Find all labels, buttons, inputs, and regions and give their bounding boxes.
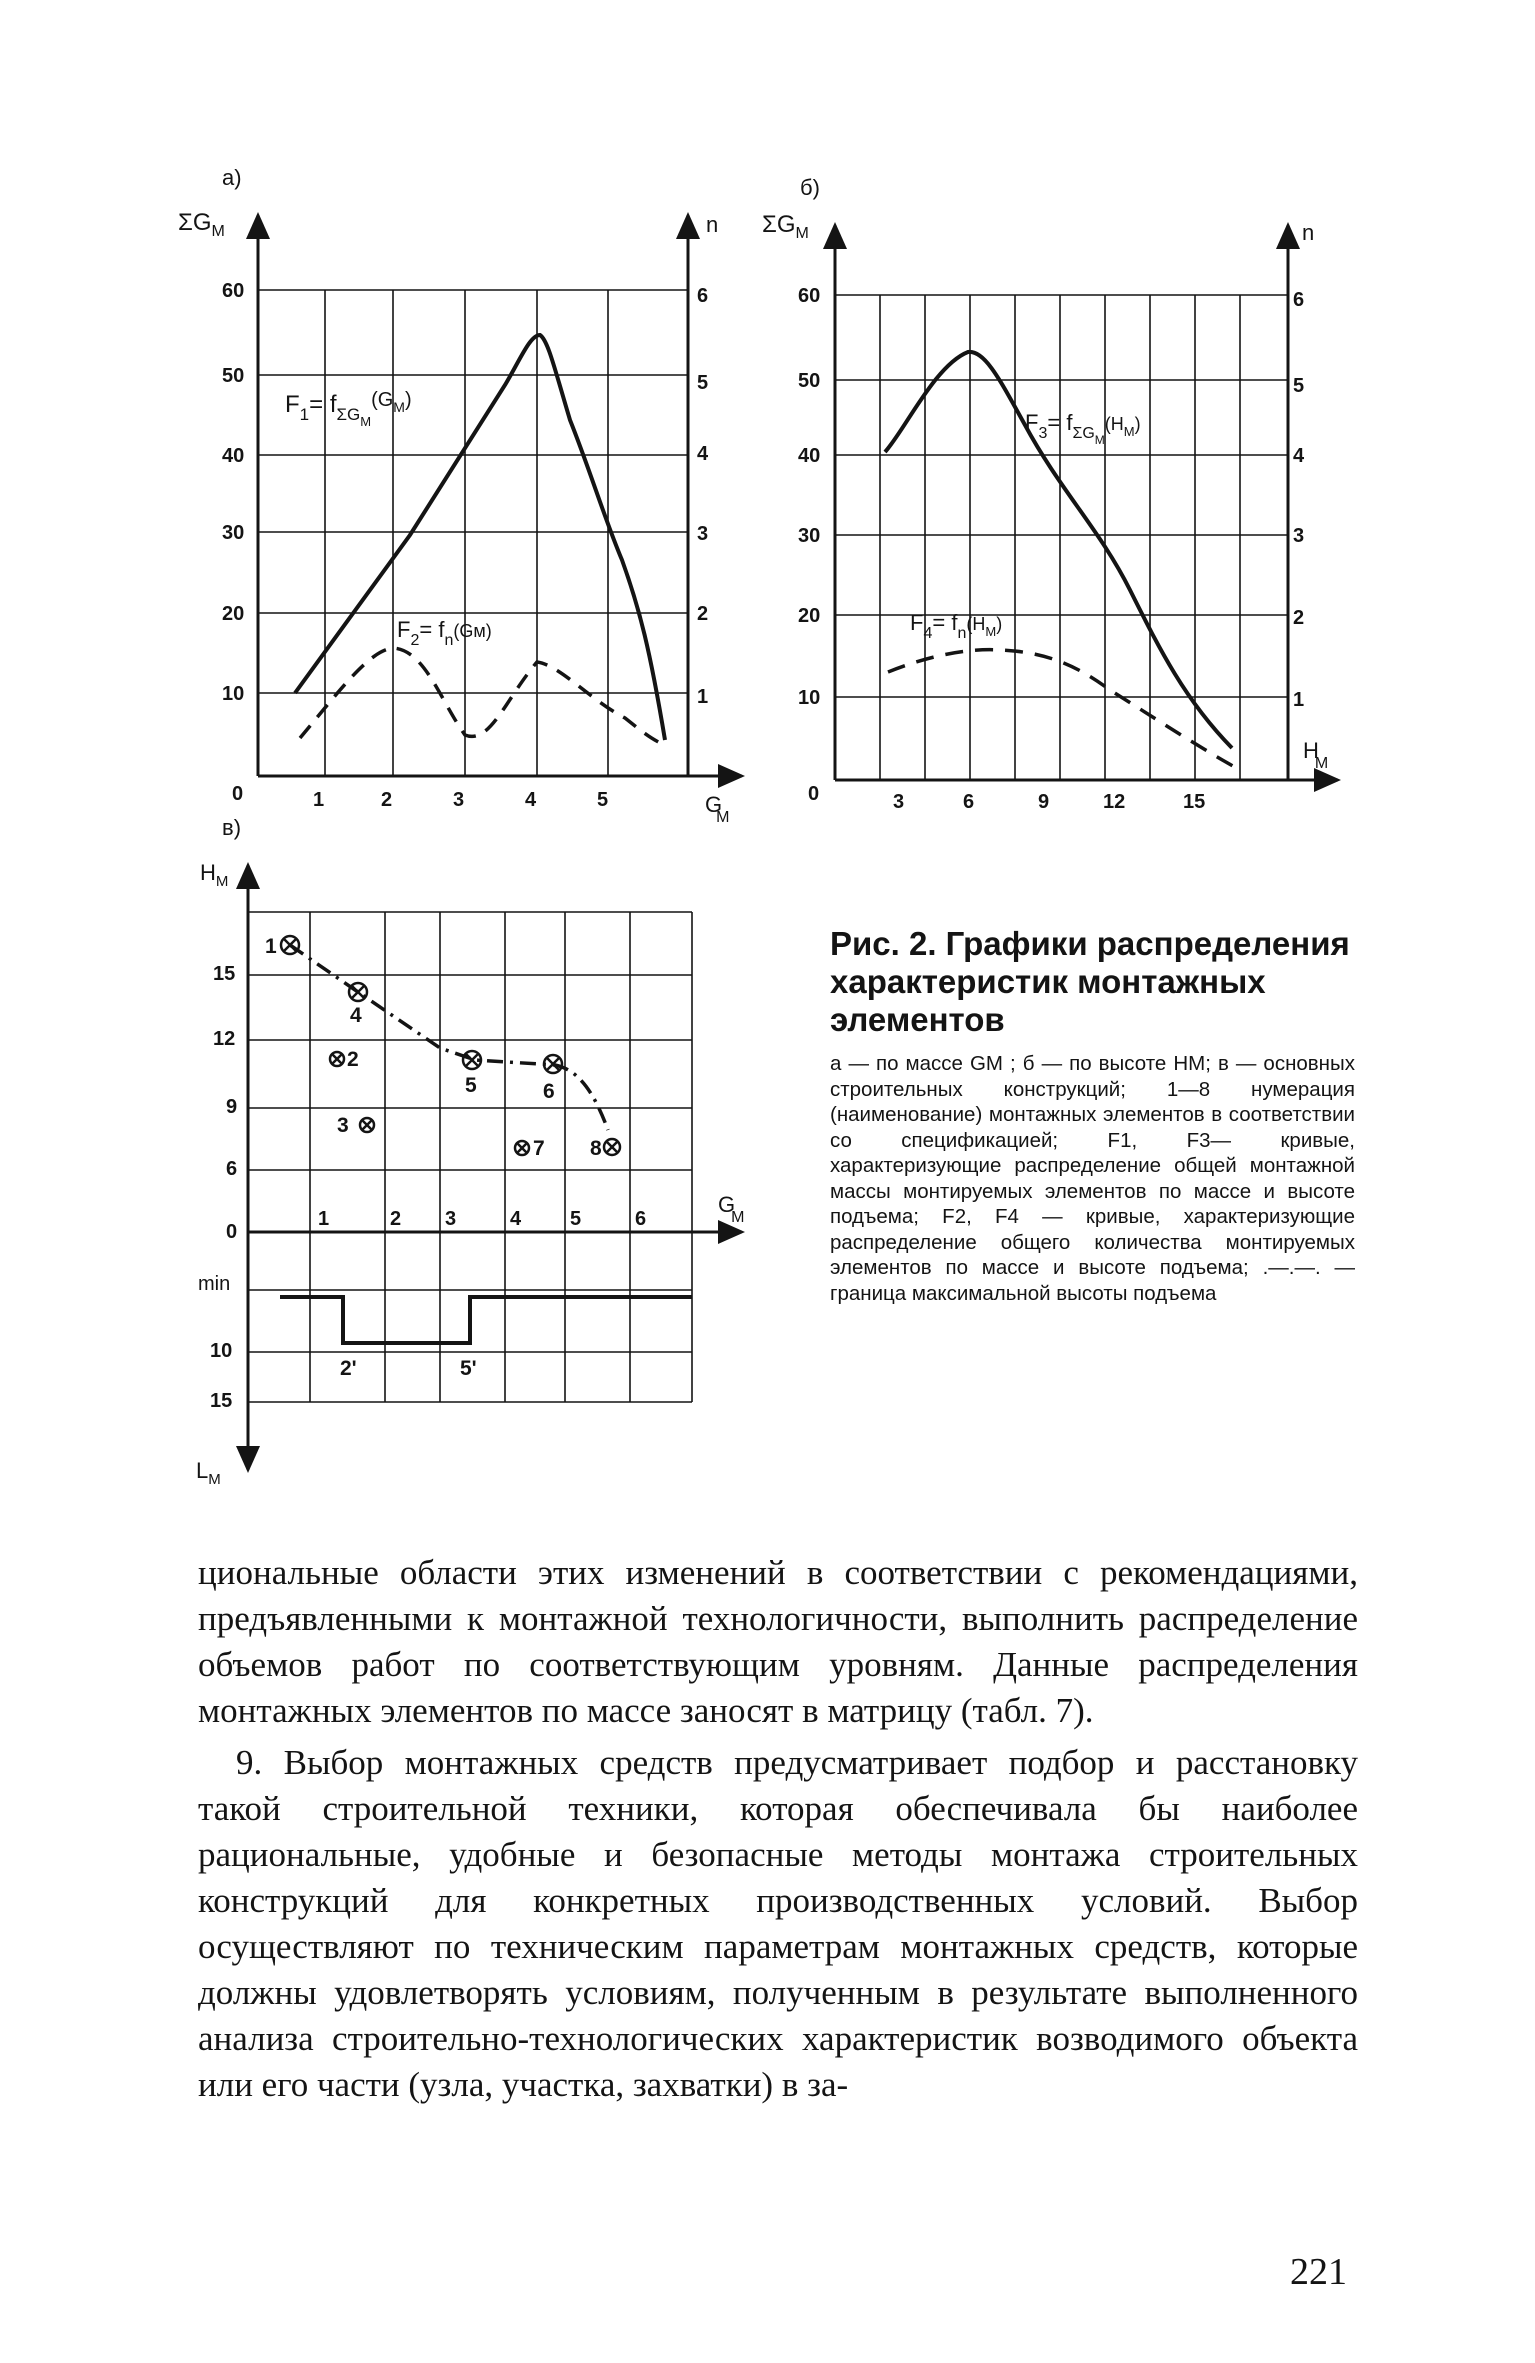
tick: 3 (453, 789, 465, 811)
panel-a (178, 165, 742, 826)
panel-a-y-right-label: n (706, 212, 719, 237)
panel-v (196, 815, 744, 1488)
panel-a-x-label: G М (705, 792, 730, 826)
tick: 6 (635, 1208, 647, 1230)
tick: 2 (697, 603, 709, 625)
tick: 1 (318, 1208, 330, 1230)
panel-v-y-label: $H_М$ (200, 860, 229, 890)
tick: 30 (222, 522, 245, 544)
marker-7-icon (515, 1141, 529, 1155)
marker-2-icon (330, 1052, 344, 1066)
tick: 6 (697, 285, 709, 307)
tick: 3 (893, 791, 905, 813)
tick: 0 (232, 783, 244, 805)
tick: 2 (1293, 607, 1305, 629)
lower-labels (340, 1357, 477, 1380)
tick: 40 (222, 445, 245, 467)
tick: 5 (570, 1208, 582, 1230)
figure-caption (830, 925, 1355, 1306)
tick: 50 (222, 365, 245, 387)
tick: 9 (1038, 791, 1050, 813)
tick: 2 (381, 789, 393, 811)
marker-8-icon (604, 1139, 620, 1155)
paragraph-1: циональные области этих изменений в соответствии с рекомендациями, предъявленными к монтажной технологичности, выполнить распределение объемов работ по соответствующим уровням. Данные распределения монтажных элементов по массе заносят в матрицу (табл. 7). (198, 1553, 1358, 1730)
panel-b-y-left-label: $\Sigma G_М$ (762, 211, 809, 242)
tick: 1 (313, 789, 325, 811)
tick: 50 (798, 370, 821, 392)
f1-label: $F_1= f_{\Sigma GМ}^{(G}_М^)$ (285, 389, 412, 429)
tick: 6 (963, 791, 975, 813)
element-labels (265, 935, 602, 1160)
tick: 4 (1293, 445, 1305, 467)
panel-a-y-left-ticks (222, 280, 244, 805)
lower-label: 5' (460, 1357, 477, 1380)
element-markers (281, 936, 620, 1155)
panel-b-x-label: H М (1303, 738, 1329, 772)
tick: 15 (213, 963, 236, 985)
panel-b-y-left-ticks (798, 285, 820, 805)
tick: 6 (1293, 289, 1305, 311)
element-label: 5 (465, 1074, 477, 1097)
panel-a-y-left-label: $\Sigma G_М$ (178, 209, 225, 240)
tick: 15 (210, 1390, 233, 1412)
curve-f1 (295, 335, 665, 740)
tick: 5 (1293, 375, 1305, 397)
tick: 12 (1103, 791, 1126, 813)
page-number: 221 (1290, 2251, 1347, 2293)
tick: 5 (697, 372, 709, 394)
tick: 2 (390, 1208, 402, 1230)
panel-b-y-right-label: n (1302, 220, 1315, 245)
panel-v-y-ticks (198, 963, 237, 1412)
tick: 4 (525, 789, 537, 811)
tick: 0 (226, 1221, 238, 1243)
caption-title: Рис. 2. Графики распределения характеристик монтажных элементов (830, 925, 1350, 1038)
tick: 15 (1183, 791, 1206, 813)
panel-b-grid (835, 295, 1288, 780)
element-label: 1 (265, 935, 277, 958)
marker-4-icon (349, 983, 367, 1001)
panel-a-letter: а) (222, 165, 242, 190)
tick: 3 (1293, 525, 1305, 547)
caption-body: а — по массе GМ ; б — по высоте HМ; в — основных строительных конструкций; 1—8 нумерация (наименование) монтажных элементов в соответствии со спецификацией; F1, F3— кривые, характеризующие распределение общей монтажной массы монтируемых элементов по массе и высоте подъема; F2, F4 — кривые, характеризующие распределение общего количества монтируемых элементов по массе и высоте подъема; .—.—. — граница максимальной высоты подъема (830, 1052, 1355, 1305)
tick: 6 (226, 1158, 238, 1180)
marker-6-icon (544, 1055, 562, 1073)
tick: 3 (445, 1208, 457, 1230)
tick: 9 (226, 1096, 238, 1118)
tick: 10 (210, 1340, 233, 1362)
tick: 20 (222, 603, 245, 625)
element-label: 3 (337, 1114, 349, 1137)
panel-v-letter: в) (222, 815, 242, 840)
panel-a-grid (258, 290, 688, 776)
element-label: 6 (543, 1080, 555, 1103)
tick: 5 (597, 789, 609, 811)
tick: 1 (1293, 689, 1305, 711)
marker-3-icon (360, 1118, 374, 1132)
tick: 3 (697, 523, 709, 545)
tick: 10 (222, 683, 245, 705)
panel-b-y-right-ticks (1293, 289, 1305, 711)
element-label: 7 (533, 1137, 545, 1160)
marker-1-icon (281, 936, 299, 954)
panel-b-letter: б) (800, 175, 820, 200)
panel-a-y-right-ticks (697, 285, 709, 708)
tick: 60 (798, 285, 821, 307)
lower-label: 2' (340, 1357, 357, 1380)
panel-a-x-ticks (313, 789, 608, 811)
f2-label: $F_2= f_n^{(Gм)}$ (397, 617, 492, 649)
tick: 20 (798, 605, 821, 627)
tick: 30 (798, 525, 821, 547)
paragraph-2: 9. Выбор монтажных средств предусматривает подбор и расстановку такой строительной техники, которая обеспечивала бы наиболее рациональные, удобные и безопасные методы монтажа строительных конструкций для конкретных производственных условий. Выбор осуществляют по техническим параметрам монтажных средств, которые должны удовлетворять условиям, полученным в результате выполненного анализа строительно-технологических характеристик возводимого объекта или его части (узла, участка, захватки) в за- (198, 1743, 1358, 2104)
f4-label: $F_4= f_n^{(H}_М^)$ (910, 610, 1003, 642)
tick: 60 (222, 280, 245, 302)
tick: 4 (697, 443, 709, 465)
tick: 10 (798, 687, 821, 709)
tick: 12 (213, 1028, 236, 1050)
panel-b-x-ticks (893, 791, 1205, 813)
tick: 4 (510, 1208, 522, 1230)
lift-boundary-line (290, 945, 608, 1130)
tick: min (198, 1273, 231, 1295)
panel-b (762, 175, 1338, 813)
body-text (198, 1550, 1358, 2114)
element-label: 4 (350, 1004, 362, 1027)
curve-f4 (888, 650, 1240, 770)
element-label: 8 (590, 1137, 602, 1160)
tick: 0 (808, 783, 820, 805)
panel-v-x-label: G М (718, 1192, 745, 1226)
curve-f2 (300, 648, 665, 745)
element-label: 2 (347, 1048, 359, 1071)
panel-v-y-bottom-label: $L_М$ (196, 1458, 221, 1488)
tick: 1 (697, 686, 709, 708)
panel-v-x-ticks (318, 1208, 646, 1230)
tick: 40 (798, 445, 821, 467)
f3-label: $F_3= f_{\Sigma GМ}^{(H}_М^)$ (1025, 410, 1141, 447)
